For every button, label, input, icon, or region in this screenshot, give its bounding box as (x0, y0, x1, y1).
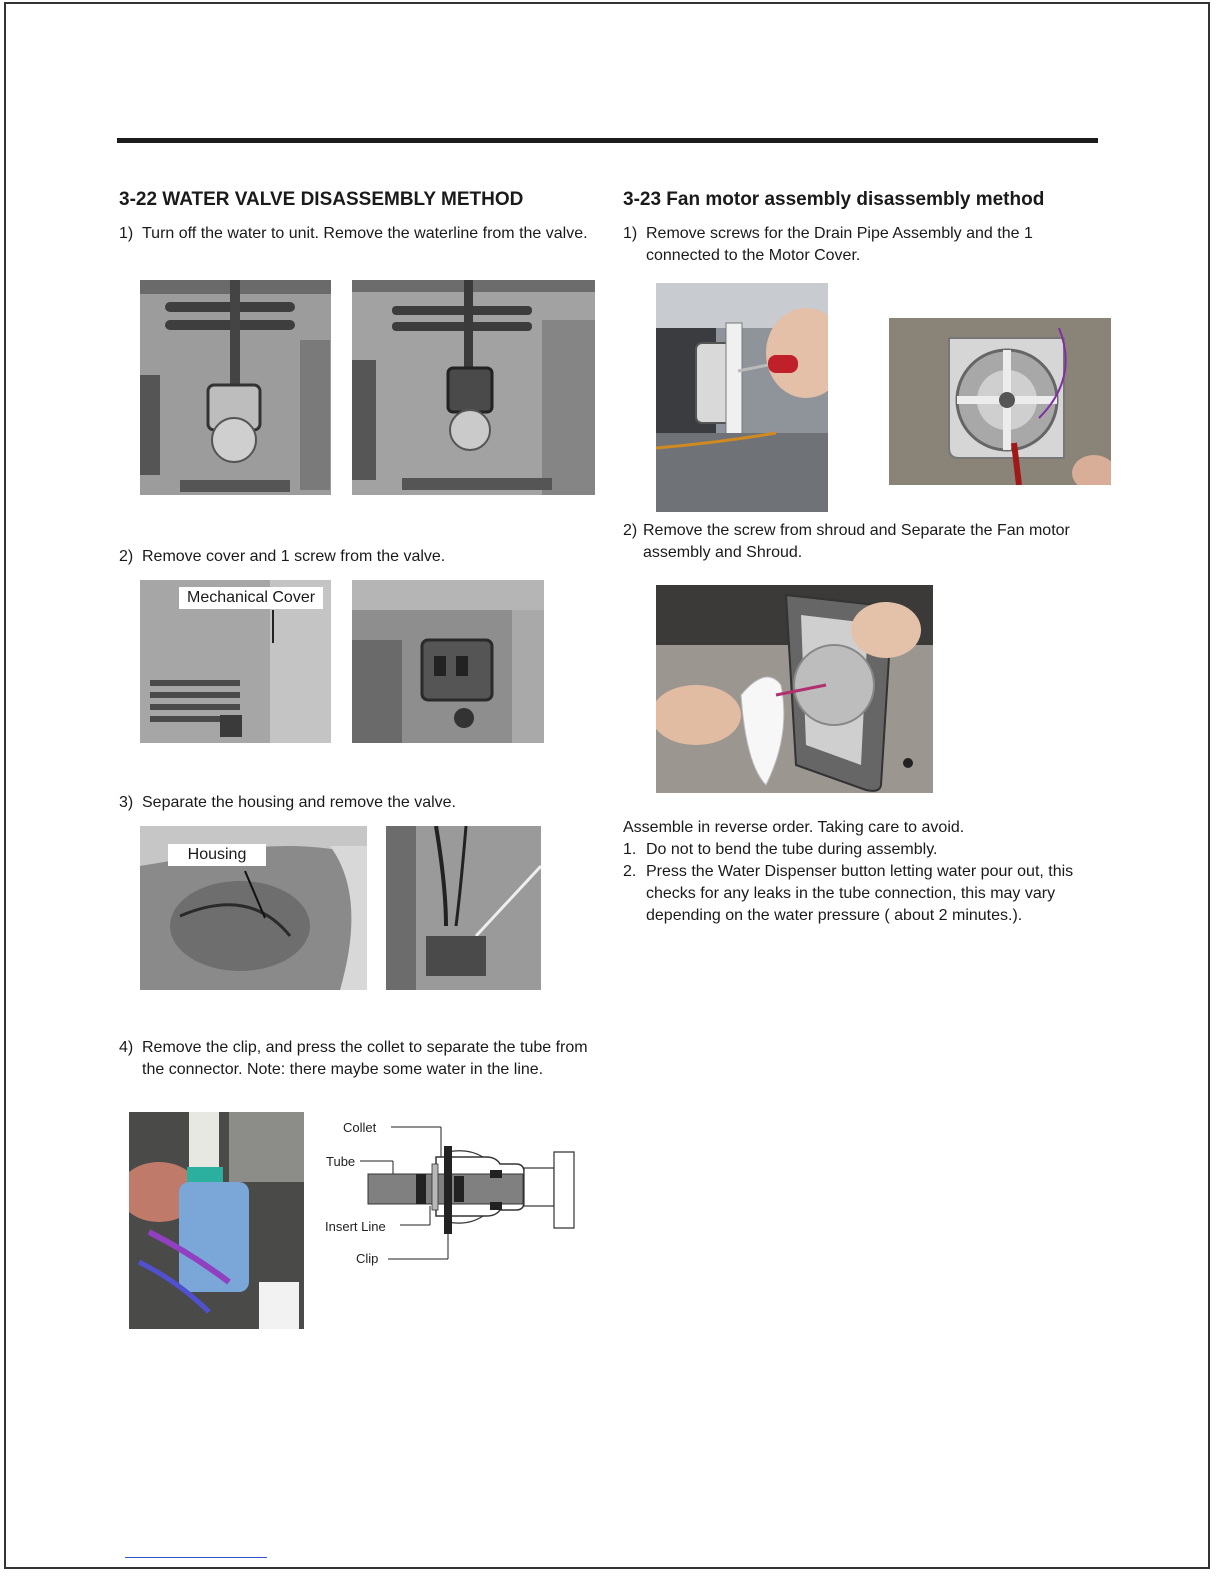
step-text: Remove the screw from shroud and Separate the Fan motor assembly and Shroud. (643, 522, 1070, 561)
note-item (623, 861, 1103, 927)
assembly-note (623, 817, 1103, 927)
section-22-step-3 (119, 792, 594, 814)
section-23-step-2 (623, 520, 1098, 564)
photo-motor-cover (889, 318, 1111, 485)
photo-waterline-valve-2 (352, 280, 595, 495)
step-text: Separate the housing and remove the valve. (142, 794, 456, 811)
step-text: Remove screws for the Drain Pipe Assembly and the 1 connected to the Motor Cover. (646, 225, 1033, 264)
section-23-title: 3-23 Fan motor assembly disassembly method (623, 189, 1045, 210)
footer-link-underline[interactable] (125, 1557, 267, 1558)
photo-valve-screw (352, 580, 544, 743)
step-number: 2) (623, 522, 638, 539)
callout-mechanical-cover: Mechanical Cover (179, 587, 323, 609)
step-text: Remove the clip, and press the collet to separate the tube from the connector. Note: there maybe some water in the line. (142, 1039, 588, 1078)
step-number: 4) (119, 1039, 134, 1056)
callout-housing: Housing (168, 844, 266, 866)
photo-waterline-valve-1 (140, 280, 331, 495)
note-item-number: 1. (623, 841, 637, 858)
diagram-label-insert-line: Insert Line (325, 1219, 386, 1234)
diagram-label-tube: Tube (326, 1154, 356, 1169)
note-item-text: Press the Water Dispenser button letting water pour out, this checks for any leaks in the tube connection, this may vary depending on the water pressure ( about 2 minutes.). (646, 863, 1074, 924)
note-item-text: Do not to bend the tube during assembly. (646, 841, 938, 858)
section-23-step-1 (623, 223, 1098, 267)
photo-collet-clip (129, 1112, 304, 1329)
step-number: 2) (119, 548, 134, 565)
step-number: 3) (119, 794, 134, 811)
note-list (623, 839, 1103, 927)
photo-fan-shroud (656, 585, 933, 793)
note-intro: Assemble in reverse order. Taking care to avoid. (623, 819, 965, 836)
step-text: Remove cover and 1 screw from the valve. (142, 548, 446, 565)
collet-diagram (318, 1112, 580, 1272)
photo-valve-removed (386, 826, 541, 990)
note-item (623, 839, 1103, 861)
diagram-label-clip: Clip (356, 1251, 379, 1266)
step-text: Turn off the water to unit. Remove the waterline from the valve. (142, 225, 588, 242)
step-number: 1) (119, 225, 134, 242)
section-22-title: 3-22 WATER VALVE DISASSEMBLY METHOD (119, 189, 524, 210)
note-item-number: 2. (623, 863, 637, 880)
step-number: 1) (623, 225, 638, 242)
header-rule (117, 138, 1098, 143)
section-22-step-4 (119, 1037, 594, 1081)
photo-drain-pipe-screws (656, 283, 828, 512)
section-22-step-2 (119, 546, 594, 568)
section-22-step-1 (119, 223, 594, 245)
diagram-label-collet: Collet (343, 1120, 377, 1135)
